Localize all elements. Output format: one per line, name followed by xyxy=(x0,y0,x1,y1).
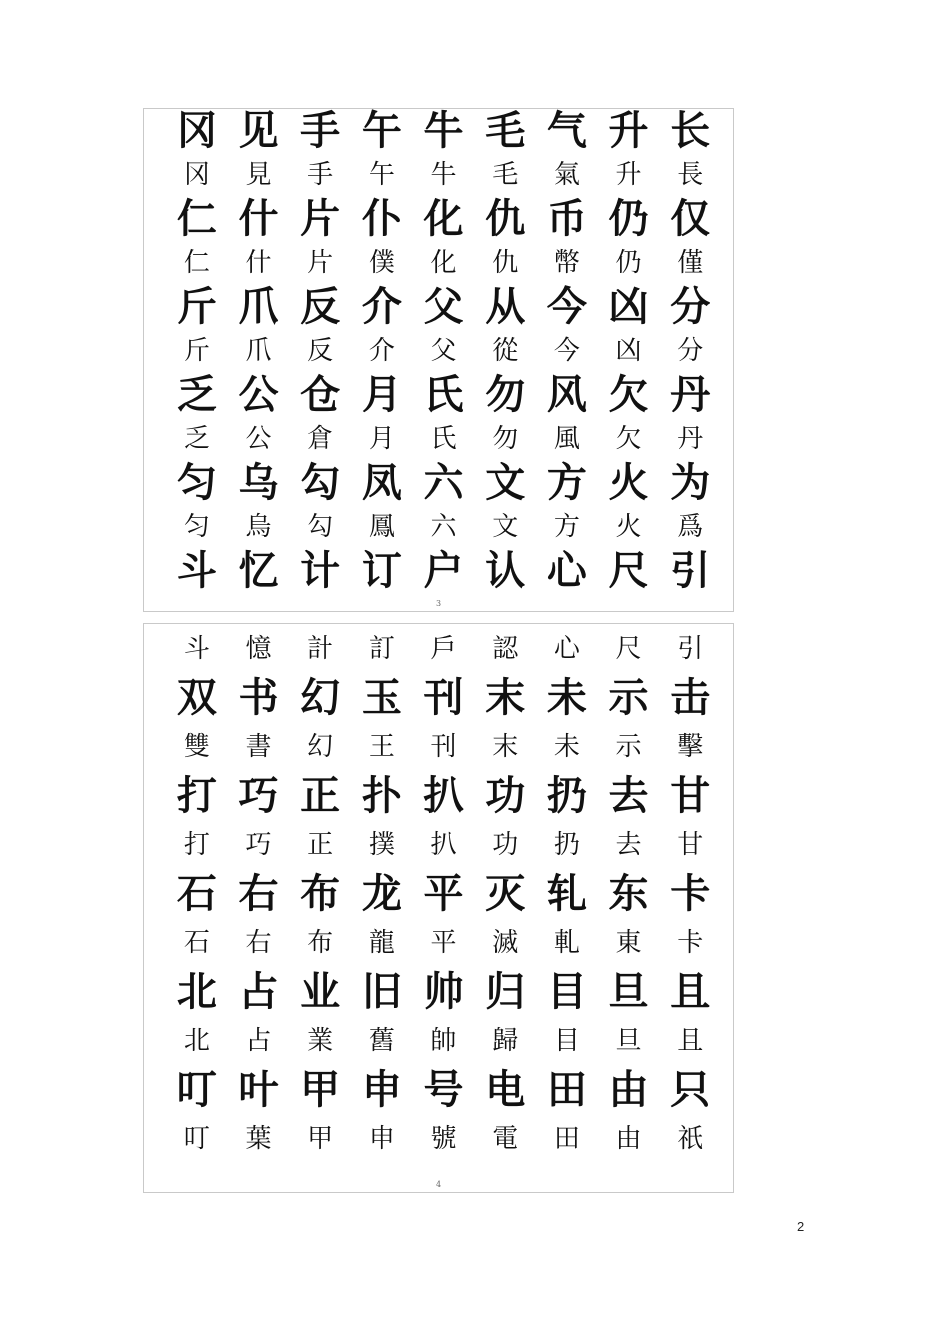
seal-character: 功 xyxy=(492,829,519,860)
modern-character: 北 xyxy=(176,968,217,1015)
seal-character: 長 xyxy=(677,160,704,190)
modern-character: 田 xyxy=(546,1066,587,1113)
modern-character: 见 xyxy=(238,108,279,154)
modern-character: 片 xyxy=(300,196,341,242)
modern-character: 叶 xyxy=(238,1066,279,1113)
modern-character: 牛 xyxy=(423,108,464,154)
seal-character: 從 xyxy=(492,336,519,366)
modern-character: 从 xyxy=(485,284,526,330)
seal-character: 月 xyxy=(368,424,395,454)
modern-character: 气 xyxy=(546,108,587,154)
seal-character: 爪 xyxy=(245,336,272,366)
seal-character: 刊 xyxy=(430,731,457,762)
seal-character: 幻 xyxy=(307,731,334,762)
modern-character: 心 xyxy=(546,548,587,594)
modern-character: 引 xyxy=(670,548,711,594)
seal-character: 訂 xyxy=(368,633,395,664)
modern-character-row xyxy=(166,461,721,505)
page-number: 2 xyxy=(797,1219,805,1234)
seal-character: 公 xyxy=(245,424,272,454)
modern-character: 什 xyxy=(238,196,279,242)
seal-character: 目 xyxy=(553,1025,580,1056)
modern-character: 风 xyxy=(546,372,587,418)
seal-character: 葉 xyxy=(245,1123,272,1154)
modern-character: 扒 xyxy=(423,772,464,819)
seal-character: 乏 xyxy=(183,424,210,454)
modern-character: 介 xyxy=(361,284,402,330)
seal-character: 丹 xyxy=(677,424,704,454)
modern-character: 丹 xyxy=(670,372,711,418)
seal-script-row xyxy=(166,241,721,285)
seal-character: 末 xyxy=(492,731,519,762)
seal-character: 認 xyxy=(492,633,519,664)
seal-character: 六 xyxy=(430,512,457,542)
modern-character: 仆 xyxy=(361,196,402,242)
seal-character: 滅 xyxy=(492,927,519,958)
modern-character: 轧 xyxy=(546,870,587,917)
seal-character: 叮 xyxy=(183,1123,210,1154)
seal-character: 擊 xyxy=(677,731,704,762)
seal-character: 心 xyxy=(553,633,580,664)
seal-character: 祇 xyxy=(677,1123,704,1154)
seal-character: 僕 xyxy=(368,248,395,278)
seal-character: 號 xyxy=(430,1123,457,1154)
modern-character: 斗 xyxy=(176,548,217,594)
modern-character: 示 xyxy=(608,674,649,721)
seal-character: 東 xyxy=(615,927,642,958)
modern-character: 仇 xyxy=(485,196,526,242)
seal-character: 歸 xyxy=(492,1025,519,1056)
seal-character: 憶 xyxy=(245,633,272,664)
modern-character-row xyxy=(166,673,721,722)
seal-character: 未 xyxy=(553,731,580,762)
modern-character: 凶 xyxy=(608,284,649,330)
seal-character: 北 xyxy=(183,1025,210,1056)
seal-character: 旦 xyxy=(615,1025,642,1056)
seal-character: 打 xyxy=(183,829,210,860)
seal-character: 斤 xyxy=(183,336,210,366)
panel-page-label: 3 xyxy=(435,599,442,608)
seal-character: 氏 xyxy=(430,424,457,454)
modern-character: 化 xyxy=(423,196,464,242)
modern-character: 公 xyxy=(238,372,279,418)
modern-character: 卡 xyxy=(670,870,711,917)
modern-character: 勿 xyxy=(485,372,526,418)
seal-character: 火 xyxy=(615,512,642,542)
seal-character: 介 xyxy=(368,336,395,366)
modern-character: 申 xyxy=(361,1066,402,1113)
modern-character-row xyxy=(166,197,721,241)
seal-character: 分 xyxy=(677,336,704,366)
seal-character: 倉 xyxy=(307,424,334,454)
modern-character: 文 xyxy=(485,460,526,506)
seal-character: 方 xyxy=(553,512,580,542)
seal-character: 雙 xyxy=(183,731,210,762)
seal-character: 田 xyxy=(553,1123,580,1154)
seal-character: 平 xyxy=(430,927,457,958)
seal-character: 風 xyxy=(553,424,580,454)
seal-character: 業 xyxy=(307,1025,334,1056)
modern-character: 平 xyxy=(423,870,464,917)
seal-character: 爲 xyxy=(677,512,704,542)
modern-character: 刊 xyxy=(423,674,464,721)
seal-character: 申 xyxy=(368,1123,395,1154)
seal-character: 毛 xyxy=(492,160,519,190)
modern-character: 仁 xyxy=(176,196,217,242)
seal-character: 甘 xyxy=(677,829,704,860)
seal-character: 匀 xyxy=(183,512,210,542)
panel-page-label: 4 xyxy=(435,1180,442,1189)
seal-character: 右 xyxy=(245,927,272,958)
seal-character: 午 xyxy=(368,160,395,190)
modern-character: 布 xyxy=(300,870,341,917)
seal-character: 正 xyxy=(307,829,334,860)
modern-character: 斤 xyxy=(176,284,217,330)
modern-character: 双 xyxy=(176,674,217,721)
seal-character: 升 xyxy=(615,160,642,190)
seal-character: 去 xyxy=(615,829,642,860)
seal-character: 反 xyxy=(307,336,334,366)
modern-character: 欠 xyxy=(608,372,649,418)
seal-character: 氣 xyxy=(553,160,580,190)
modern-character-row xyxy=(166,109,721,153)
seal-character: 斗 xyxy=(183,633,210,664)
seal-character: 凶 xyxy=(615,336,642,366)
modern-character: 书 xyxy=(238,674,279,721)
modern-character: 为 xyxy=(670,460,711,506)
seal-character: 王 xyxy=(368,731,395,762)
seal-script-row xyxy=(166,1114,721,1163)
modern-character: 归 xyxy=(485,968,526,1015)
character-grid xyxy=(166,109,721,593)
seal-character: 化 xyxy=(430,248,457,278)
seal-character: 冈 xyxy=(183,160,210,190)
seal-character: 見 xyxy=(245,160,272,190)
seal-script-row xyxy=(166,820,721,869)
seal-character: 且 xyxy=(677,1025,704,1056)
modern-character: 右 xyxy=(238,870,279,917)
seal-character: 舊 xyxy=(368,1025,395,1056)
modern-character: 冈 xyxy=(176,108,217,154)
modern-character: 月 xyxy=(361,372,402,418)
modern-character: 帅 xyxy=(423,968,464,1015)
modern-character: 仍 xyxy=(608,196,649,242)
modern-character: 订 xyxy=(361,548,402,594)
seal-character: 龍 xyxy=(368,927,395,958)
modern-character: 币 xyxy=(546,196,587,242)
modern-character: 计 xyxy=(300,548,341,594)
seal-character: 扔 xyxy=(553,829,580,860)
modern-character: 正 xyxy=(300,772,341,819)
seal-character: 烏 xyxy=(245,512,272,542)
modern-character: 号 xyxy=(423,1066,464,1113)
modern-character: 扑 xyxy=(361,772,402,819)
modern-character: 龙 xyxy=(361,870,402,917)
seal-script-row xyxy=(166,153,721,197)
modern-character: 仅 xyxy=(670,196,711,242)
modern-character: 由 xyxy=(608,1066,649,1113)
modern-character: 午 xyxy=(361,108,402,154)
modern-character: 击 xyxy=(670,674,711,721)
modern-character: 匀 xyxy=(176,460,217,506)
modern-character: 甘 xyxy=(670,772,711,819)
modern-character: 业 xyxy=(300,968,341,1015)
seal-character: 手 xyxy=(307,160,334,190)
modern-character: 旧 xyxy=(361,968,402,1015)
modern-character: 分 xyxy=(670,284,711,330)
seal-character: 勿 xyxy=(492,424,519,454)
modern-character-row xyxy=(166,967,721,1016)
seal-character: 軋 xyxy=(553,927,580,958)
modern-character: 玉 xyxy=(361,674,402,721)
modern-character: 未 xyxy=(546,674,587,721)
seal-character: 幣 xyxy=(553,248,580,278)
seal-script-row xyxy=(166,329,721,373)
seal-character: 文 xyxy=(492,512,519,542)
seal-character: 今 xyxy=(553,336,580,366)
seal-character: 牛 xyxy=(430,160,457,190)
seal-script-row xyxy=(166,918,721,967)
modern-character: 反 xyxy=(300,284,341,330)
seal-script-row xyxy=(166,722,721,771)
modern-character: 乌 xyxy=(238,460,279,506)
seal-script-row xyxy=(166,505,721,549)
modern-character-row xyxy=(166,869,721,918)
modern-character: 灭 xyxy=(485,870,526,917)
seal-script-row xyxy=(166,624,721,673)
character-grid xyxy=(166,624,721,1163)
seal-character: 戶 xyxy=(430,633,457,664)
seal-character: 巧 xyxy=(245,829,272,860)
seal-character: 仍 xyxy=(615,248,642,278)
modern-character: 幻 xyxy=(300,674,341,721)
modern-character: 旦 xyxy=(608,968,649,1015)
modern-character: 毛 xyxy=(485,108,526,154)
modern-character: 尺 xyxy=(608,548,649,594)
seal-character: 僅 xyxy=(677,248,704,278)
seal-character: 卡 xyxy=(677,927,704,958)
seal-character: 扒 xyxy=(430,829,457,860)
modern-character: 叮 xyxy=(176,1066,217,1113)
modern-character: 爪 xyxy=(238,284,279,330)
modern-character: 凤 xyxy=(361,460,402,506)
modern-character: 乏 xyxy=(176,372,217,418)
seal-character: 欠 xyxy=(615,424,642,454)
seal-character: 布 xyxy=(307,927,334,958)
seal-character: 仁 xyxy=(183,248,210,278)
seal-character: 示 xyxy=(615,731,642,762)
seal-character: 書 xyxy=(245,731,272,762)
modern-character: 手 xyxy=(300,108,341,154)
modern-character: 氏 xyxy=(423,372,464,418)
seal-character: 鳳 xyxy=(368,512,395,542)
seal-character: 片 xyxy=(307,248,334,278)
modern-character: 且 xyxy=(670,968,711,1015)
seal-character: 仇 xyxy=(492,248,519,278)
modern-character-row xyxy=(166,373,721,417)
seal-character: 父 xyxy=(430,336,457,366)
modern-character: 今 xyxy=(546,284,587,330)
modern-character-row xyxy=(166,285,721,329)
seal-character: 石 xyxy=(183,927,210,958)
modern-character: 甲 xyxy=(300,1066,341,1113)
modern-character: 电 xyxy=(485,1066,526,1113)
modern-character: 仓 xyxy=(300,372,341,418)
seal-character: 占 xyxy=(245,1025,272,1056)
modern-character: 石 xyxy=(176,870,217,917)
modern-character: 末 xyxy=(485,674,526,721)
seal-script-row xyxy=(166,1016,721,1065)
modern-character: 火 xyxy=(608,460,649,506)
modern-character: 只 xyxy=(670,1066,711,1113)
modern-character: 升 xyxy=(608,108,649,154)
modern-character-row xyxy=(166,549,721,593)
modern-character: 东 xyxy=(608,870,649,917)
seal-character: 計 xyxy=(307,633,334,664)
seal-character: 尺 xyxy=(615,633,642,664)
modern-character: 户 xyxy=(423,548,464,594)
character-chart-panel-2 xyxy=(143,623,734,1193)
seal-character: 帥 xyxy=(430,1025,457,1056)
seal-character: 引 xyxy=(677,633,704,664)
modern-character: 勾 xyxy=(300,460,341,506)
modern-character: 方 xyxy=(546,460,587,506)
seal-character: 甲 xyxy=(307,1123,334,1154)
modern-character: 巧 xyxy=(238,772,279,819)
modern-character: 打 xyxy=(176,772,217,819)
modern-character: 去 xyxy=(608,772,649,819)
modern-character: 六 xyxy=(423,460,464,506)
seal-script-row xyxy=(166,417,721,461)
seal-character: 什 xyxy=(245,248,272,278)
modern-character-row xyxy=(166,1065,721,1114)
seal-character: 撲 xyxy=(368,829,395,860)
modern-character: 功 xyxy=(485,772,526,819)
modern-character: 扔 xyxy=(546,772,587,819)
modern-character-row xyxy=(166,771,721,820)
seal-character: 由 xyxy=(615,1123,642,1154)
modern-character: 目 xyxy=(546,968,587,1015)
seal-character: 勾 xyxy=(307,512,334,542)
character-chart-panel-1 xyxy=(143,108,734,612)
modern-character: 占 xyxy=(238,968,279,1015)
modern-character: 认 xyxy=(485,548,526,594)
modern-character: 忆 xyxy=(238,548,279,594)
seal-character: 電 xyxy=(492,1123,519,1154)
modern-character: 长 xyxy=(670,108,711,154)
modern-character: 父 xyxy=(423,284,464,330)
